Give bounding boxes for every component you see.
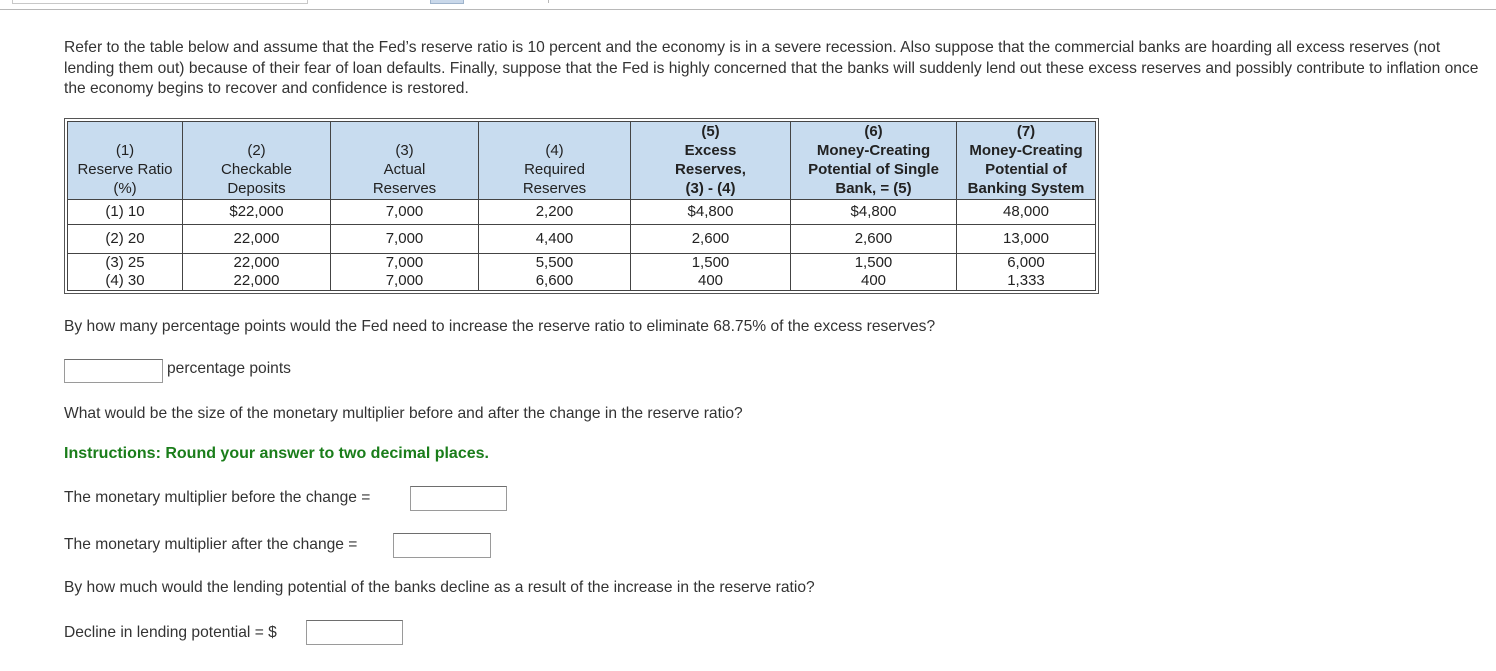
multiplier-before-label: The monetary multiplier before the change = <box>64 489 371 506</box>
table-row <box>68 272 1096 291</box>
table-cell: 7,000 <box>331 225 479 254</box>
multiplier-after-input[interactable] <box>393 533 491 558</box>
table-cell: 48,000 <box>957 200 1096 225</box>
table-cell: 6,600 <box>479 272 631 291</box>
rounding-instructions: Instructions: Round your answer to two decimal places. <box>64 445 489 462</box>
reserve-table-frame <box>64 118 1099 294</box>
table-cell: (2) 20 <box>68 225 183 254</box>
multiplier-after-label: The monetary multiplier after the change = <box>64 536 358 553</box>
toolbar-button-edge[interactable] <box>430 0 464 4</box>
table-row <box>68 225 1096 254</box>
header-required-reserves: (4) Required Reserves <box>479 122 631 200</box>
table-cell: $4,800 <box>631 200 791 225</box>
lending-decline-input[interactable] <box>306 620 403 645</box>
table-cell: (3) 25 <box>68 254 183 273</box>
table-cell: $22,000 <box>183 200 331 225</box>
header-banking-system-potential: (7) Money-Creating Potential of Banking System <box>957 122 1096 200</box>
toolbar-divider <box>548 0 549 3</box>
table-row <box>68 254 1096 273</box>
lending-decline-label: Decline in lending potential = $ <box>64 624 277 641</box>
table-cell: 2,200 <box>479 200 631 225</box>
percentage-points-input[interactable] <box>64 359 163 383</box>
top-toolbar-edge <box>0 0 1496 10</box>
percentage-points-label: percentage points <box>167 360 291 377</box>
toolbar-field-edge <box>12 0 308 4</box>
table-cell: 22,000 <box>183 254 331 273</box>
table-header-row <box>68 122 1096 200</box>
table-cell: 22,000 <box>183 225 331 254</box>
table-row <box>68 200 1096 225</box>
header-excess-reserves: (5) Excess Reserves, (3) - (4) <box>631 122 791 200</box>
table-cell: 4,400 <box>479 225 631 254</box>
reserve-table <box>67 121 1096 291</box>
table-cell: (4) 30 <box>68 272 183 291</box>
table-cell: $4,800 <box>791 200 957 225</box>
table-cell: 5,500 <box>479 254 631 273</box>
table-cell: 400 <box>631 272 791 291</box>
question-1-text: By how many percentage points would the Fed need to increase the reserve ratio to eliminate 68.75% of the excess reserves? <box>64 318 936 335</box>
table-cell: 2,600 <box>631 225 791 254</box>
table-cell: 1,500 <box>791 254 957 273</box>
header-single-bank-potential: (6) Money-Creating Potential of Single Bank, = (5) <box>791 122 957 200</box>
question-2-text: What would be the size of the monetary multiplier before and after the change in the reserve ratio? <box>64 405 743 422</box>
table-cell: 2,600 <box>791 225 957 254</box>
table-cell: 7,000 <box>331 200 479 225</box>
table-cell: 400 <box>791 272 957 291</box>
table-cell: 7,000 <box>331 272 479 291</box>
header-reserve-ratio: (1) Reserve Ratio (%) <box>68 122 183 200</box>
table-cell: 22,000 <box>183 272 331 291</box>
header-checkable-deposits: (2) Checkable Deposits <box>183 122 331 200</box>
table-cell: (1) 10 <box>68 200 183 225</box>
problem-statement: Refer to the table below and assume that the Fed’s reserve ratio is 10 percent and the economy is in a severe recession. Also suppose that the commercial banks are hoarding all excess reserves (not lending them out) because of their fear of loan defaults. Finally, suppose that the Fed is highly concerned that the banks will suddenly lend out these excess reserves and possibly contribute to inflation once the economy begins to recover and confidence is restored. <box>64 39 1479 97</box>
header-actual-reserves: (3) Actual Reserves <box>331 122 479 200</box>
question-3-text: By how much would the lending potential of the banks decline as a result of the increase in the reserve ratio? <box>64 579 815 596</box>
multiplier-before-input[interactable] <box>410 486 507 511</box>
table-cell: 6,000 <box>957 254 1096 273</box>
table-cell: 1,333 <box>957 272 1096 291</box>
table-cell: 7,000 <box>331 254 479 273</box>
table-cell: 13,000 <box>957 225 1096 254</box>
table-cell: 1,500 <box>631 254 791 273</box>
